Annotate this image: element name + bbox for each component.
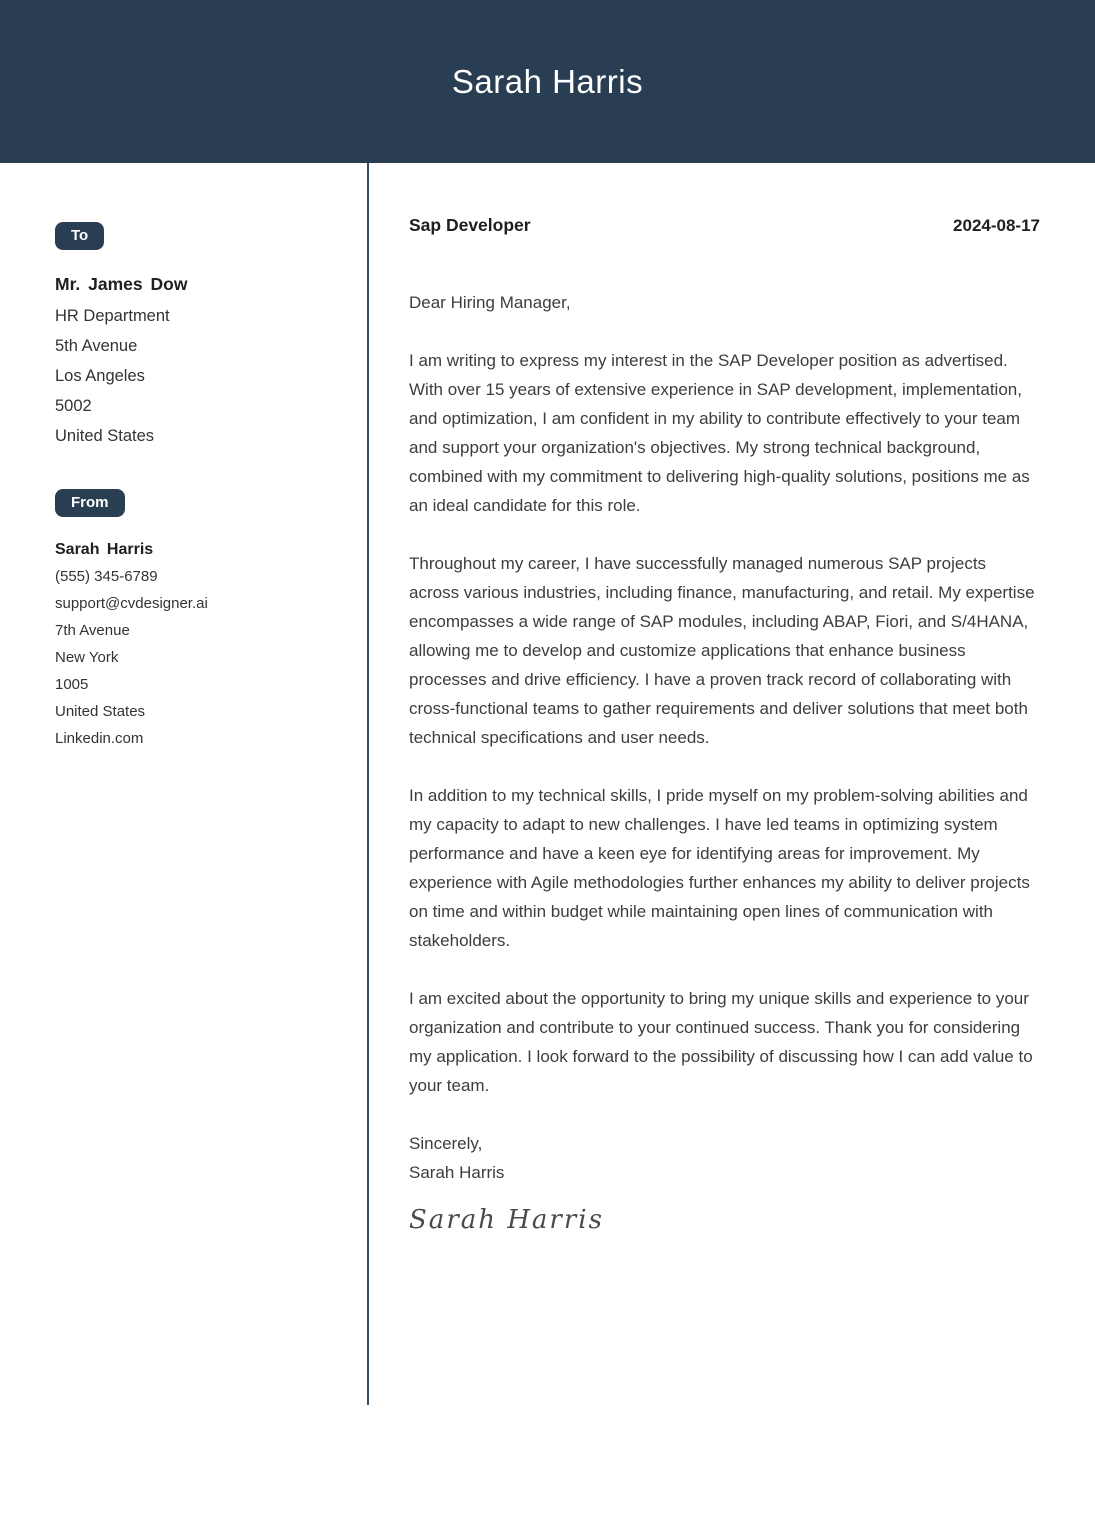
paragraph-3: In addition to my technical skills, I pride myself on my problem-solving abilities and my capacity to adapt to new challenges. I have led teams in optimizing system performance and have a keen eye for identifying areas for improvement. My experience with Agile methodologies further enhances my ability to deliver projects on time and within budget while maintaining open lines of communication with stakeholders. — [409, 786, 1030, 950]
recipient-country: United States — [55, 427, 155, 445]
recipient-zip: 5002 — [55, 397, 92, 415]
recipient-name: Mr. James Dow — [55, 274, 188, 294]
recipient-address — [55, 301, 337, 451]
to-badge: To — [55, 222, 104, 250]
recipient-street: 5th Avenue — [55, 337, 138, 355]
job-title: Sap Developer — [409, 215, 531, 235]
paragraph-1: I am writing to express my interest in the SAP Developer position as advertised. With over 15 years of extensive experience in SAP development, implementation, and optimization, I am confident in my ability to contribute effectively to your team and support your organization's objectives. My strong technical background, combined with my commitment to delivering high-quality solutions, positions me as an ideal candidate for this role. — [409, 351, 1030, 515]
from-badge: From — [55, 489, 125, 517]
sender-email: support@cvdesigner.ai — [55, 595, 208, 612]
sidebar — [0, 163, 367, 1235]
letter-body — [367, 163, 1095, 1235]
recipient-department: HR Department — [55, 307, 170, 325]
content-area — [0, 163, 1095, 1235]
sidebar-divider — [367, 163, 369, 1405]
salutation: Dear Hiring Manager, — [409, 293, 571, 312]
sender-city: New York — [55, 649, 119, 666]
header-name: Sarah Harris — [451, 62, 644, 100]
signoff-block — [409, 1129, 1040, 1187]
letter-date: 2024-08-17 — [953, 216, 1040, 235]
title-row — [409, 215, 1040, 236]
sender-country: United States — [55, 703, 146, 720]
sender-details — [55, 563, 337, 752]
closing-name: Sarah Harris — [409, 1163, 505, 1182]
closing-word: Sincerely, — [409, 1134, 483, 1153]
recipient-city: Los Angeles — [55, 367, 145, 385]
sender-block — [55, 489, 337, 752]
sender-zip: 1005 — [55, 676, 89, 693]
paragraph-2: Throughout my career, I have successfully managed numerous SAP projects across various industries, including finance, manufacturing, and retail. My expertise encompasses a wide range of SAP modules, including ABAP, Fiori, and S/4HANA, allowing me to develop and customize applications that enhance business processes and drive efficiency. I have a proven track record of collaborating with cross-functional teams to gather requirements and deliver solutions that meet both technical specifications and user needs. — [409, 554, 1035, 747]
paragraph-4: I am excited about the opportunity to bring my unique skills and experience to your organization and contribute to your continued success. Thank you for considering my application. I look forward to the possibility of discussing how I can add value to your team. — [409, 989, 1033, 1095]
letter-header — [0, 0, 1095, 163]
sender-linkedin: Linkedin.com — [55, 730, 144, 747]
sender-name: Sarah Harris — [55, 541, 154, 558]
sender-street: 7th Avenue — [55, 622, 130, 639]
handwritten-signature: Sarah Harris — [409, 1205, 604, 1235]
recipient-block — [55, 222, 337, 451]
sender-phone: (555) 345-6789 — [55, 568, 158, 585]
